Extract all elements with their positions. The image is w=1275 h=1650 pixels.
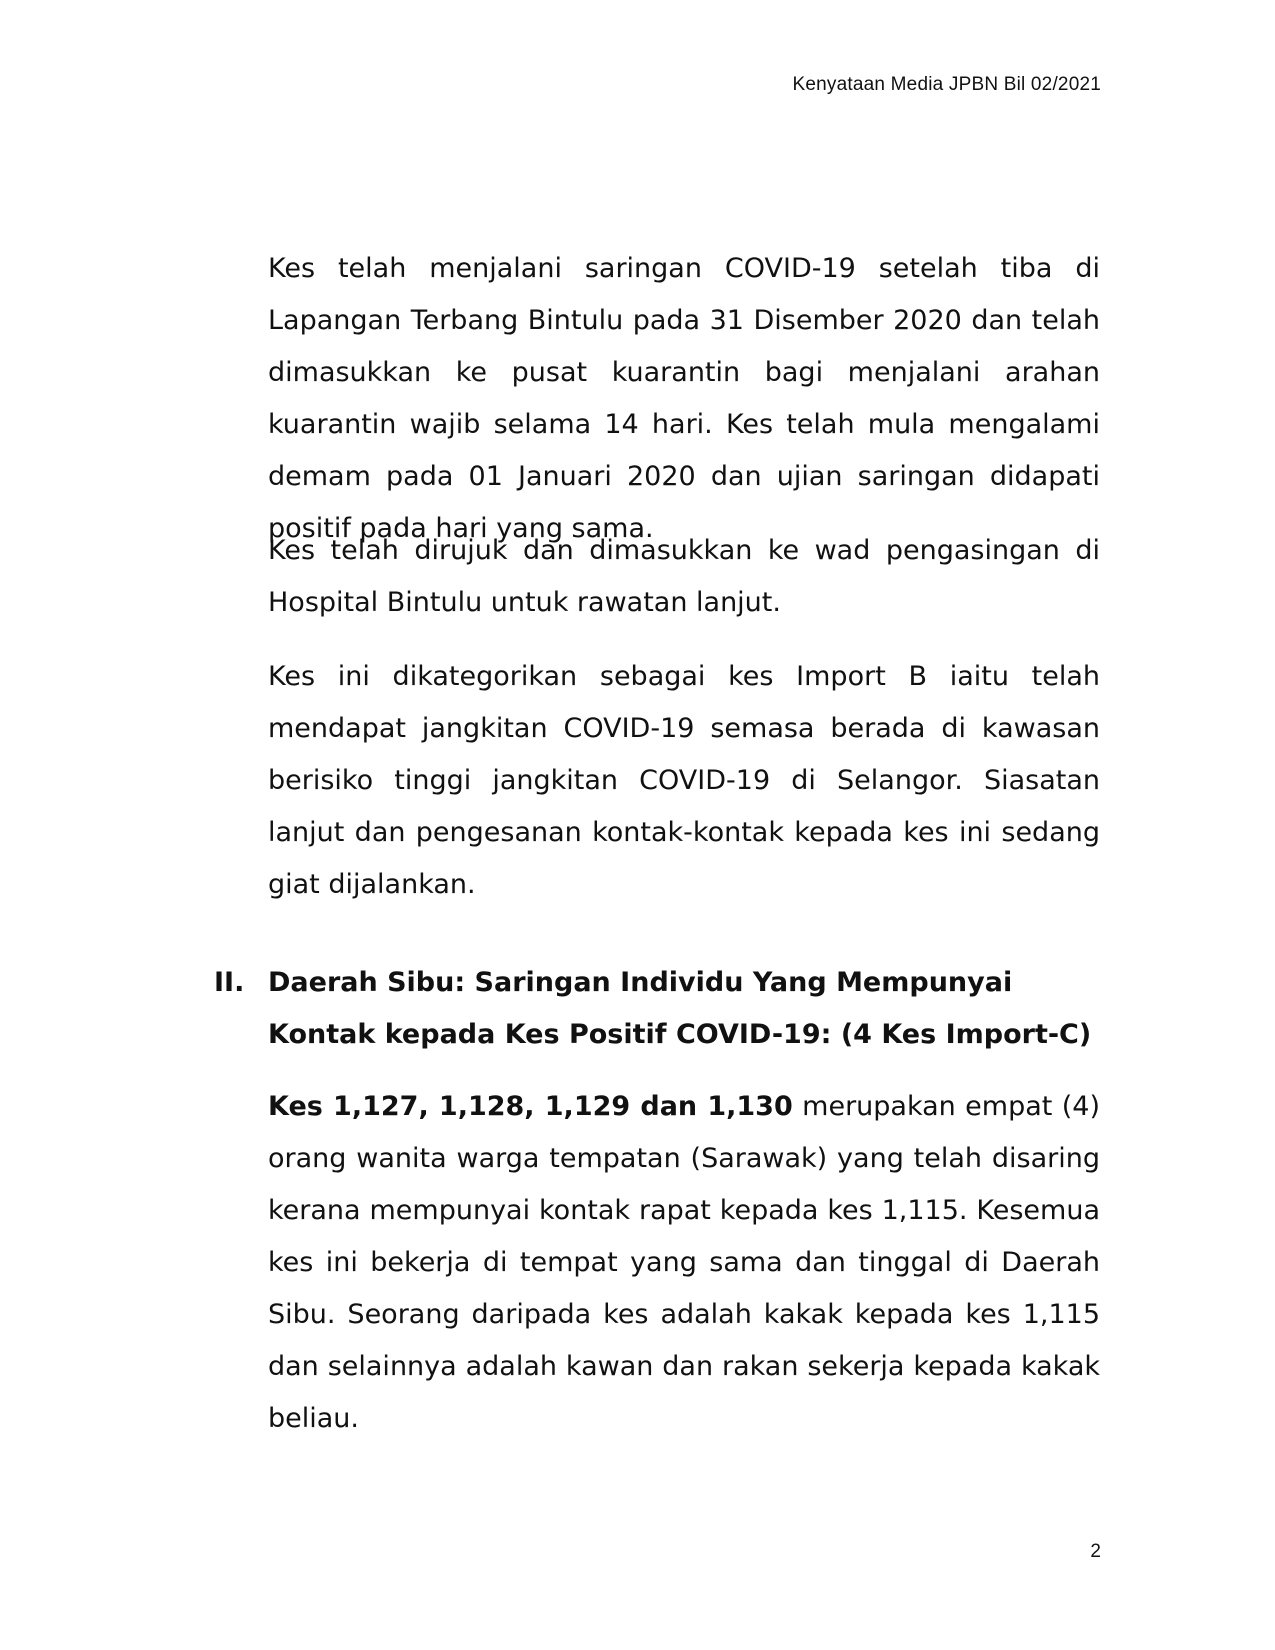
paragraph-text: Kes ini dikategorikan sebagai kes Import B iaitu telah mendapat jangkitan COVID-19 semasa berada di kawasan berisiko tinggi jangkitan COVID-19 di Selangor. Siasatan lanjut dan pengesanan kontak-kontak kepada kes ini sedang giat dijalankan.	[268, 661, 1100, 900]
paragraph-hospital-referral	[268, 525, 1100, 629]
paragraph-text	[268, 1081, 1100, 1445]
paragraph-sibu-cases	[268, 1081, 1100, 1445]
section-heading: Daerah Sibu: Saringan Individu Yang Mempunyai Kontak kepada Kes Positif COVID-19: (4 Kes Import-C)	[268, 967, 1092, 1050]
paragraph-text: Kes telah menjalani saringan COVID-19 setelah tiba di Lapangan Terbang Bintulu pada 31 Disember 2020 dan telah dimasukkan ke pusat kuarantin bagi menjalani arahan kuarantin wajib selama 14 hari. Kes telah mula mengalami demam pada 01 Januari 2020 dan ujian saringan didapati positif pada hari yang sama.	[268, 253, 1100, 544]
paragraph-import-category	[268, 651, 1100, 911]
case-description: merupakan empat (4) orang wanita warga tempatan (Sarawak) yang telah disaring kerana mempunyai kontak rapat kepada kes 1,115. Kesemua kes ini bekerja di tempat yang sama dan tinggal di Daerah Sibu. Seorang daripada kes adalah kakak kepada kes 1,115 dan selainnya adalah kawan dan rakan sekerja kepada kakak beliau.	[268, 1091, 1100, 1434]
document-header: Kenyataan Media JPBN Bil 02/2021	[792, 74, 1101, 95]
page-number: 2	[1090, 1541, 1101, 1562]
paragraph-case-screening	[268, 243, 1100, 555]
case-numbers: Kes 1,127, 1,128, 1,129 dan 1,130	[268, 1091, 793, 1122]
section-number: II.	[214, 967, 245, 998]
paragraph-text: Kes telah dirujuk dan dimasukkan ke wad pengasingan di Hospital Bintulu untuk rawatan lanjut.	[268, 535, 1100, 618]
